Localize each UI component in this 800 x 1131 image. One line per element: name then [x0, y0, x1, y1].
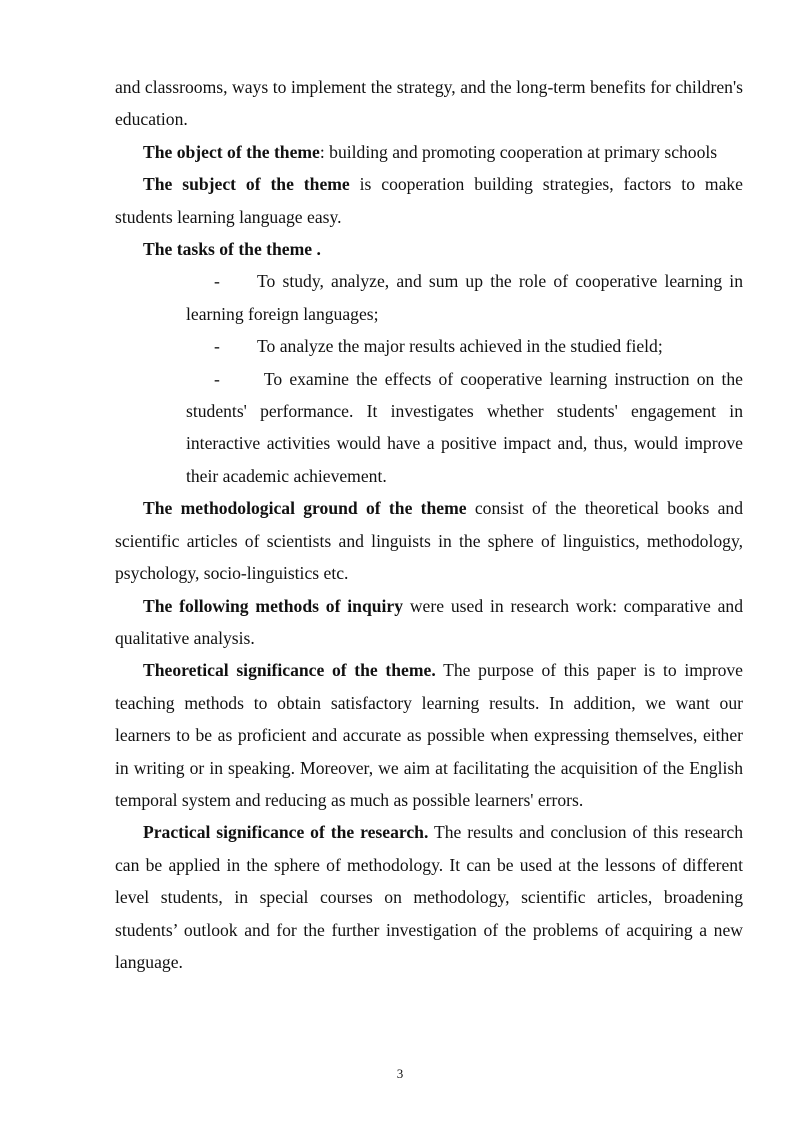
list-marker: - [214, 336, 220, 357]
methodological-ground-paragraph [115, 492, 743, 589]
page-number: 3 [396, 1066, 404, 1081]
theoretical-significance-label: Theoretical significance of the theme. [143, 660, 436, 681]
methods-label: The following methods of inquiry [143, 595, 404, 616]
list-marker: - [214, 368, 220, 389]
list-item-text: To analyze the major results achieved in the studied field; [257, 336, 663, 357]
methods-text: were used in research work: comparative and qualitative analysis. [115, 595, 743, 648]
methodological-ground-label: The methodological ground of the theme [143, 498, 467, 519]
object-text: : building and promoting cooperation at primary schools [319, 141, 718, 162]
subject-paragraph [115, 168, 743, 233]
document-page [115, 71, 743, 978]
object-paragraph [115, 136, 743, 168]
theoretical-significance-paragraph [115, 654, 743, 816]
practical-significance-text: The results and conclusion of this research can be applied in the sphere of methodology. It can be used at the lessons of different level students, in special courses on methodology, scientific articles, broadening students’ outlook and for the further investigation of the problems of acquiring a new language. [115, 822, 743, 972]
tasks-list [115, 265, 743, 492]
list-item [186, 363, 743, 493]
theoretical-significance-text: The purpose of this paper is to improve teaching methods to obtain satisfactory learning results. In addition, we want our learners to be as proficient and accurate as possible when expressing themselves, either in writing or in speaking. Moreover, we aim at facilitating the acquisition of the English temporal system and reducing as much as possible learners' errors. [115, 660, 743, 810]
list-item-text: To examine the effects of cooperative learning instruction on the students' performance. It investigates whether students' engagement in interactive activities would have a positive impact and, thus, would improve their academic achievement. [186, 368, 743, 486]
tasks-label: The tasks of the theme . [143, 239, 321, 260]
list-item [186, 265, 743, 330]
subject-text: is cooperation building strategies, factors to make students learning language easy. [115, 174, 743, 227]
methods-paragraph [115, 590, 743, 655]
methodological-ground-text: consist of the theoretical books and scientific articles of scientists and linguists in the sphere of linguistics, methodology, psychology, socio-linguistics etc. [115, 498, 743, 584]
object-label: The object of the theme [143, 141, 320, 162]
tasks-heading [115, 233, 743, 265]
continuation-paragraph: and classrooms, ways to implement the strategy, and the long-term benefits for children's education. [115, 77, 743, 130]
subject-label: The subject of the theme [143, 174, 350, 195]
list-item [186, 330, 743, 362]
list-marker: - [214, 271, 220, 292]
practical-significance-paragraph [115, 816, 743, 978]
practical-significance-label: Practical significance of the research. [143, 822, 429, 843]
list-item-text: To study, analyze, and sum up the role of cooperative learning in learning foreign languages; [186, 271, 743, 324]
